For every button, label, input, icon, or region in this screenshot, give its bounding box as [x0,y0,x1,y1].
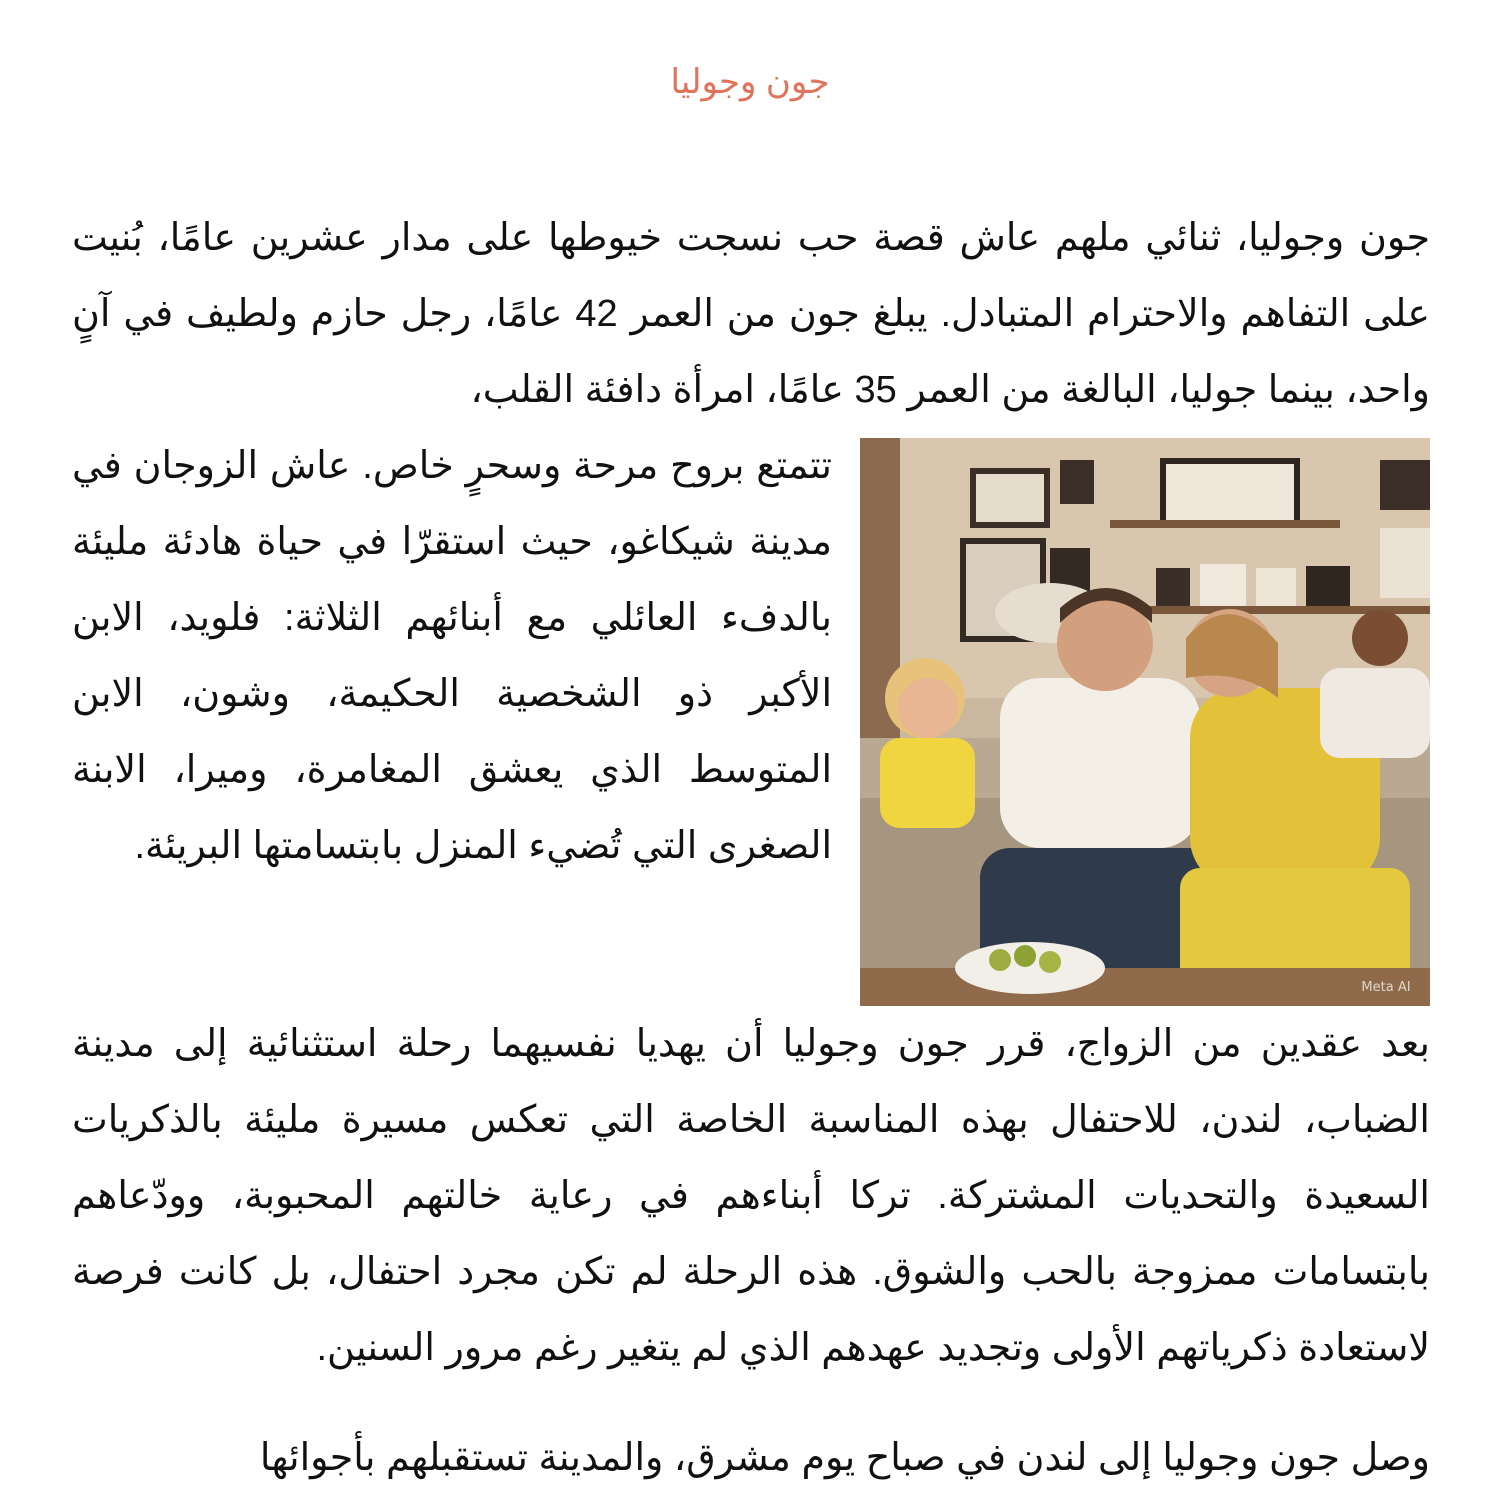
paragraph-intro-continued: تتمتع بروح مرحة وسحرٍ خاص. عاش الزوجان في مدينة شيكاغو، حيث استقرّا في حياة هادئة مليئة بالدفء العائلي مع أبنائهم الثلاثة: فلويد، الابن الأكبر ذو الشخصية الحكيمة، وشون، الابن المتوسط الذي يعشق المغامرة، وميرا، الابنة الصغرى التي تُضيء المنزل بابتسامتها البريئة. [72,445,832,867]
text-with-image-block [72,428,1430,1013]
family-photo-illustration [860,438,1430,1006]
document-title: جون وجوليا [670,63,830,101]
paragraph-intro-lead: جون وجوليا، ثنائي ملهم عاش قصة حب نسجت خيوطها على مدار عشرين عامًا، بُنيت على التفاهم والاحترام المتبادل. يبلغ جون من العمر 42 عامًا، رجل حازم ولطيف في آنٍ واحد، بينما جوليا، البالغة من العمر 35 عامًا، امرأة دافئة القلب، [72,217,1430,411]
paragraph-intro [72,200,1430,428]
paragraph-arrival: وصل جون وجوليا إلى لندن في صباح يوم مشرق، والمدينة تستقبلهم بأجوائها [259,1437,1430,1479]
paragraph-trip: بعد عقدين من الزواج، قرر جون وجوليا أن يهديا نفسيهما رحلة استثنائية إلى مدينة الضباب، لندن، للاحتفال بهذه المناسبة الخاصة التي تعكس مسيرة مليئة بالذكريات السعيدة والتحديات المشتركة. تركا أبناءهم في رعاية خالتهم المحبوبة، وودّعاهم بابتسامات ممزوجة بالحب والشوق. هذه الرحلة لم تكن مجرد احتفال، بل كانت فرصة لاستعادة ذكرياتهم الأولى وتجديد عهدهم الذي لم يتغير رغم مرور السنين. [72,1023,1430,1369]
meta-ai-watermark: Meta AI [1361,980,1411,995]
family-photo [860,438,1430,1006]
